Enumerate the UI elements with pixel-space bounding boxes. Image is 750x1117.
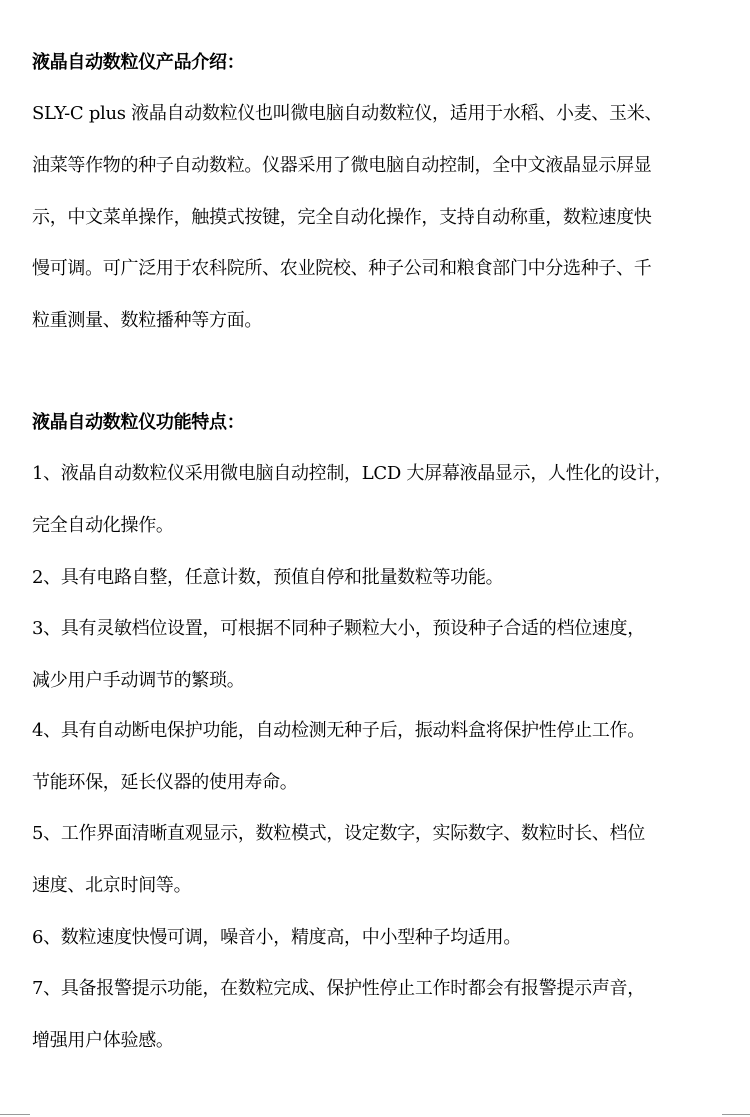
feature-line: 增强用户体验感。 xyxy=(32,1030,174,1051)
feature-line: 3、具有灵敏档位设置，可根据不同种子颗粒大小，预设种子合适的档位速度， xyxy=(32,618,645,639)
intro-line: 油菜等作物的种子自动数粒。仪器采用了微电脑自动控制，全中文液晶显示屏显 xyxy=(32,155,652,176)
feature-line: 速度、北京时间等。 xyxy=(32,875,192,896)
intro-line: SLY-C plus 液晶自动数粒仪也叫微电脑自动数粒仪，适用于水稻、小麦、玉米、 xyxy=(32,103,663,124)
feature-line: 完全自动化操作。 xyxy=(32,515,174,536)
feature-line: 4、具有自动断电保护功能，自动检测无种子后，振动料盒将保护性停止工作。 xyxy=(32,720,645,741)
features-heading: 液晶自动数粒仪功能特点： xyxy=(32,412,245,433)
feature-line: 7、具备报警提示功能，在数粒完成、保护性停止工作时都会有报警提示声音， xyxy=(32,978,645,999)
intro-line: 慢可调。可广泛用于农科院所、农业院校、种子公司和粮食部门中分选种子、千 xyxy=(32,258,652,279)
intro-heading: 液晶自动数粒仪产品介绍： xyxy=(32,52,245,73)
feature-line: 减少用户手动调节的繁琐。 xyxy=(32,670,245,691)
feature-line: 6、数粒速度快慢可调，噪音小，精度高，中小型种子均适用。 xyxy=(32,927,522,948)
page-edge-mark-left xyxy=(0,1114,30,1115)
page-edge-mark-right xyxy=(722,1114,750,1115)
feature-line: 5、工作界面清晰直观显示，数粒模式，设定数字，实际数字、数粒时长、档位 xyxy=(32,823,645,844)
intro-line: 示，中文菜单操作，触摸式按键，完全自动化操作，支持自动称重，数粒速度快 xyxy=(32,207,652,228)
feature-line: 节能环保，延长仪器的使用寿命。 xyxy=(32,772,298,793)
feature-line: 1、液晶自动数粒仪采用微电脑自动控制，LCD 大屏幕液晶显示，人性化的设计， xyxy=(32,463,672,484)
feature-line: 2、具有电路自整，任意计数，预值自停和批量数粒等功能。 xyxy=(32,567,504,588)
intro-line: 粒重测量、数粒播种等方面。 xyxy=(32,310,263,331)
